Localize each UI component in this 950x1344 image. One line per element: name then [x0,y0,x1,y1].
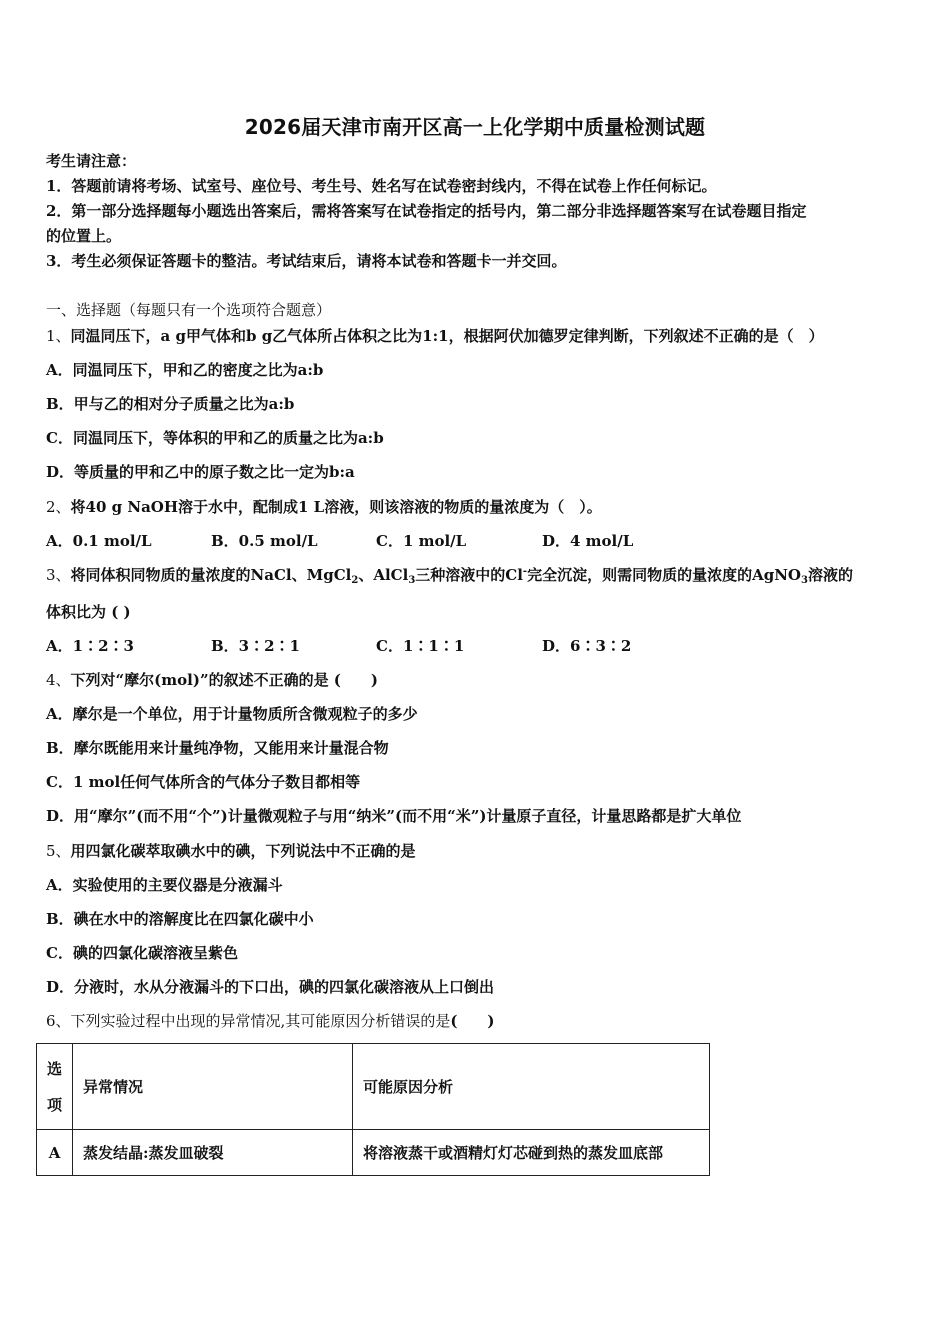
q1-option-a: A．同温同压下，甲和乙的密度之比为a:b [46,361,324,379]
q5-option-a: A．实验使用的主要仪器是分液漏斗 [46,876,283,894]
question-stem: 下列实验过程中出现的异常情况,其可能原因分析错误的是 [70,1012,451,1030]
q3-option-a: A．1∶2∶3 [46,637,134,655]
notice-item-3: 3．考生必须保证答题卡的整洁。考试结束后，请将本试卷和答题卡一并交回。 [46,252,567,270]
q2-option-b: B．0.5 mol/L [211,532,318,550]
stem-part: 、AlCl [358,566,409,584]
question-5 [46,841,416,861]
q2-option-c: C．1 mol/L [376,532,467,550]
row-abnormal: 蒸发结晶:蒸发皿破裂 [73,1130,353,1176]
question-number: 4、 [46,671,71,689]
header-option-line1: 选 [47,1059,63,1078]
q3-option-d: D．6∶3∶2 [542,637,632,655]
q2-option-a: A．0.1 mol/L [46,532,152,550]
stem-part: 完全沉淀，则需同物质的量浓度的AgNO [527,566,801,584]
question-number: 2、 [46,498,71,516]
question-number: 6、 [46,1012,71,1030]
q6-table [36,1043,710,1176]
q4-option-b: B．摩尔既能用来计量纯净物，又能用来计量混合物 [46,739,389,757]
stem-part: 三种溶液中的Cl [415,566,523,584]
question-number: 3、 [46,566,71,584]
q5-option-c: C．碘的四氯化碳溶液呈紫色 [46,944,238,962]
question-3 [46,565,853,585]
row-option: A [37,1130,73,1176]
header-cause: 可能原因分析 [353,1044,710,1130]
question-2 [46,497,602,517]
table-header-row [37,1044,710,1130]
q4-option-a: A．摩尔是一个单位，用于计量物质所含微观粒子的多少 [46,705,418,723]
q5-option-b: B．碘在水中的溶解度比在四氯化碳中小 [46,910,314,928]
notice-heading: 考生请注意： [46,152,137,170]
superscript: - [522,566,528,577]
subscript: 2 [351,575,359,586]
header-abnormal: 异常情况 [73,1044,353,1130]
question-stem: 将40 g NaOH溶于水中，配制成1 L溶液，则该溶液的物质的量浓度为（ ）。 [70,498,602,516]
question-4 [46,670,378,690]
question-3-cont: 体积比为 ( ) [46,603,131,621]
question-number: 5、 [46,842,71,860]
q3-option-c: C．1∶1∶1 [376,637,465,655]
q4-option-c: C．1 mol任何气体所含的气体分子数目都相等 [46,773,361,791]
question-stem [71,566,853,584]
q2-option-d: D．4 mol/L [542,532,634,550]
q4-option-d: D．用“摩尔”(而不用“个”)计量微观粒子与用“纳米”(而不用“米”)计量原子直径，计量思路都是扩大单位 [46,807,742,825]
question-number: 1、 [46,327,71,345]
q1-option-d: D．等质量的甲和乙中的原子数之比一定为b:a [46,463,355,481]
question-stem: 用四氯化碳萃取碘水中的碘，下列说法中不正确的是 [70,842,416,860]
table-row [37,1130,710,1176]
row-cause: 将溶液蒸干或酒精灯灯芯碰到热的蒸发皿底部 [353,1130,710,1176]
question-6 [46,1011,495,1031]
stem-part: 将同体积同物质的量浓度的NaCl、MgCl [70,566,352,584]
question-stem: 同温同压下，a g甲气体和b g乙气体所占体积之比为1:1，根据阿伏加德罗定律判断，下列叙述不正确的是（ ） [70,327,824,345]
question-1 [46,326,824,346]
question-stem: 下列对“摩尔(mol)”的叙述不正确的是 ( ) [70,671,378,689]
question-bracket: ( ) [450,1012,495,1030]
notice-item-2: 2．第一部分选择题每小题选出答案后，需将答案写在试卷指定的括号内，第二部分非选择题答案写在试卷题目指定 [46,202,807,220]
subscript: 3 [800,575,808,586]
q5-option-d: D．分液时，水从分液漏斗的下口出，碘的四氯化碳溶液从上口倒出 [46,978,495,996]
header-option [37,1044,73,1130]
q1-option-b: B．甲与乙的相对分子质量之比为a:b [46,395,295,413]
page-title: 2026届天津市南开区高一上化学期中质量检测试题 [244,115,706,139]
subscript: 3 [408,575,416,586]
header-option-line2: 项 [47,1095,63,1114]
q3-option-b: B．3∶2∶1 [211,637,300,655]
notice-item-1: 1．答题前请将考场、试室号、座位号、考生号、姓名写在试卷密封线内，不得在试卷上作任何标记。 [46,177,717,195]
stem-part: 溶液的 [807,566,853,584]
notice-item-2-cont: 的位置上。 [46,227,122,245]
section-heading: 一、选择题（每题只有一个选项符合题意） [46,301,332,319]
q1-option-c: C．同温同压下，等体积的甲和乙的质量之比为a:b [46,429,384,447]
